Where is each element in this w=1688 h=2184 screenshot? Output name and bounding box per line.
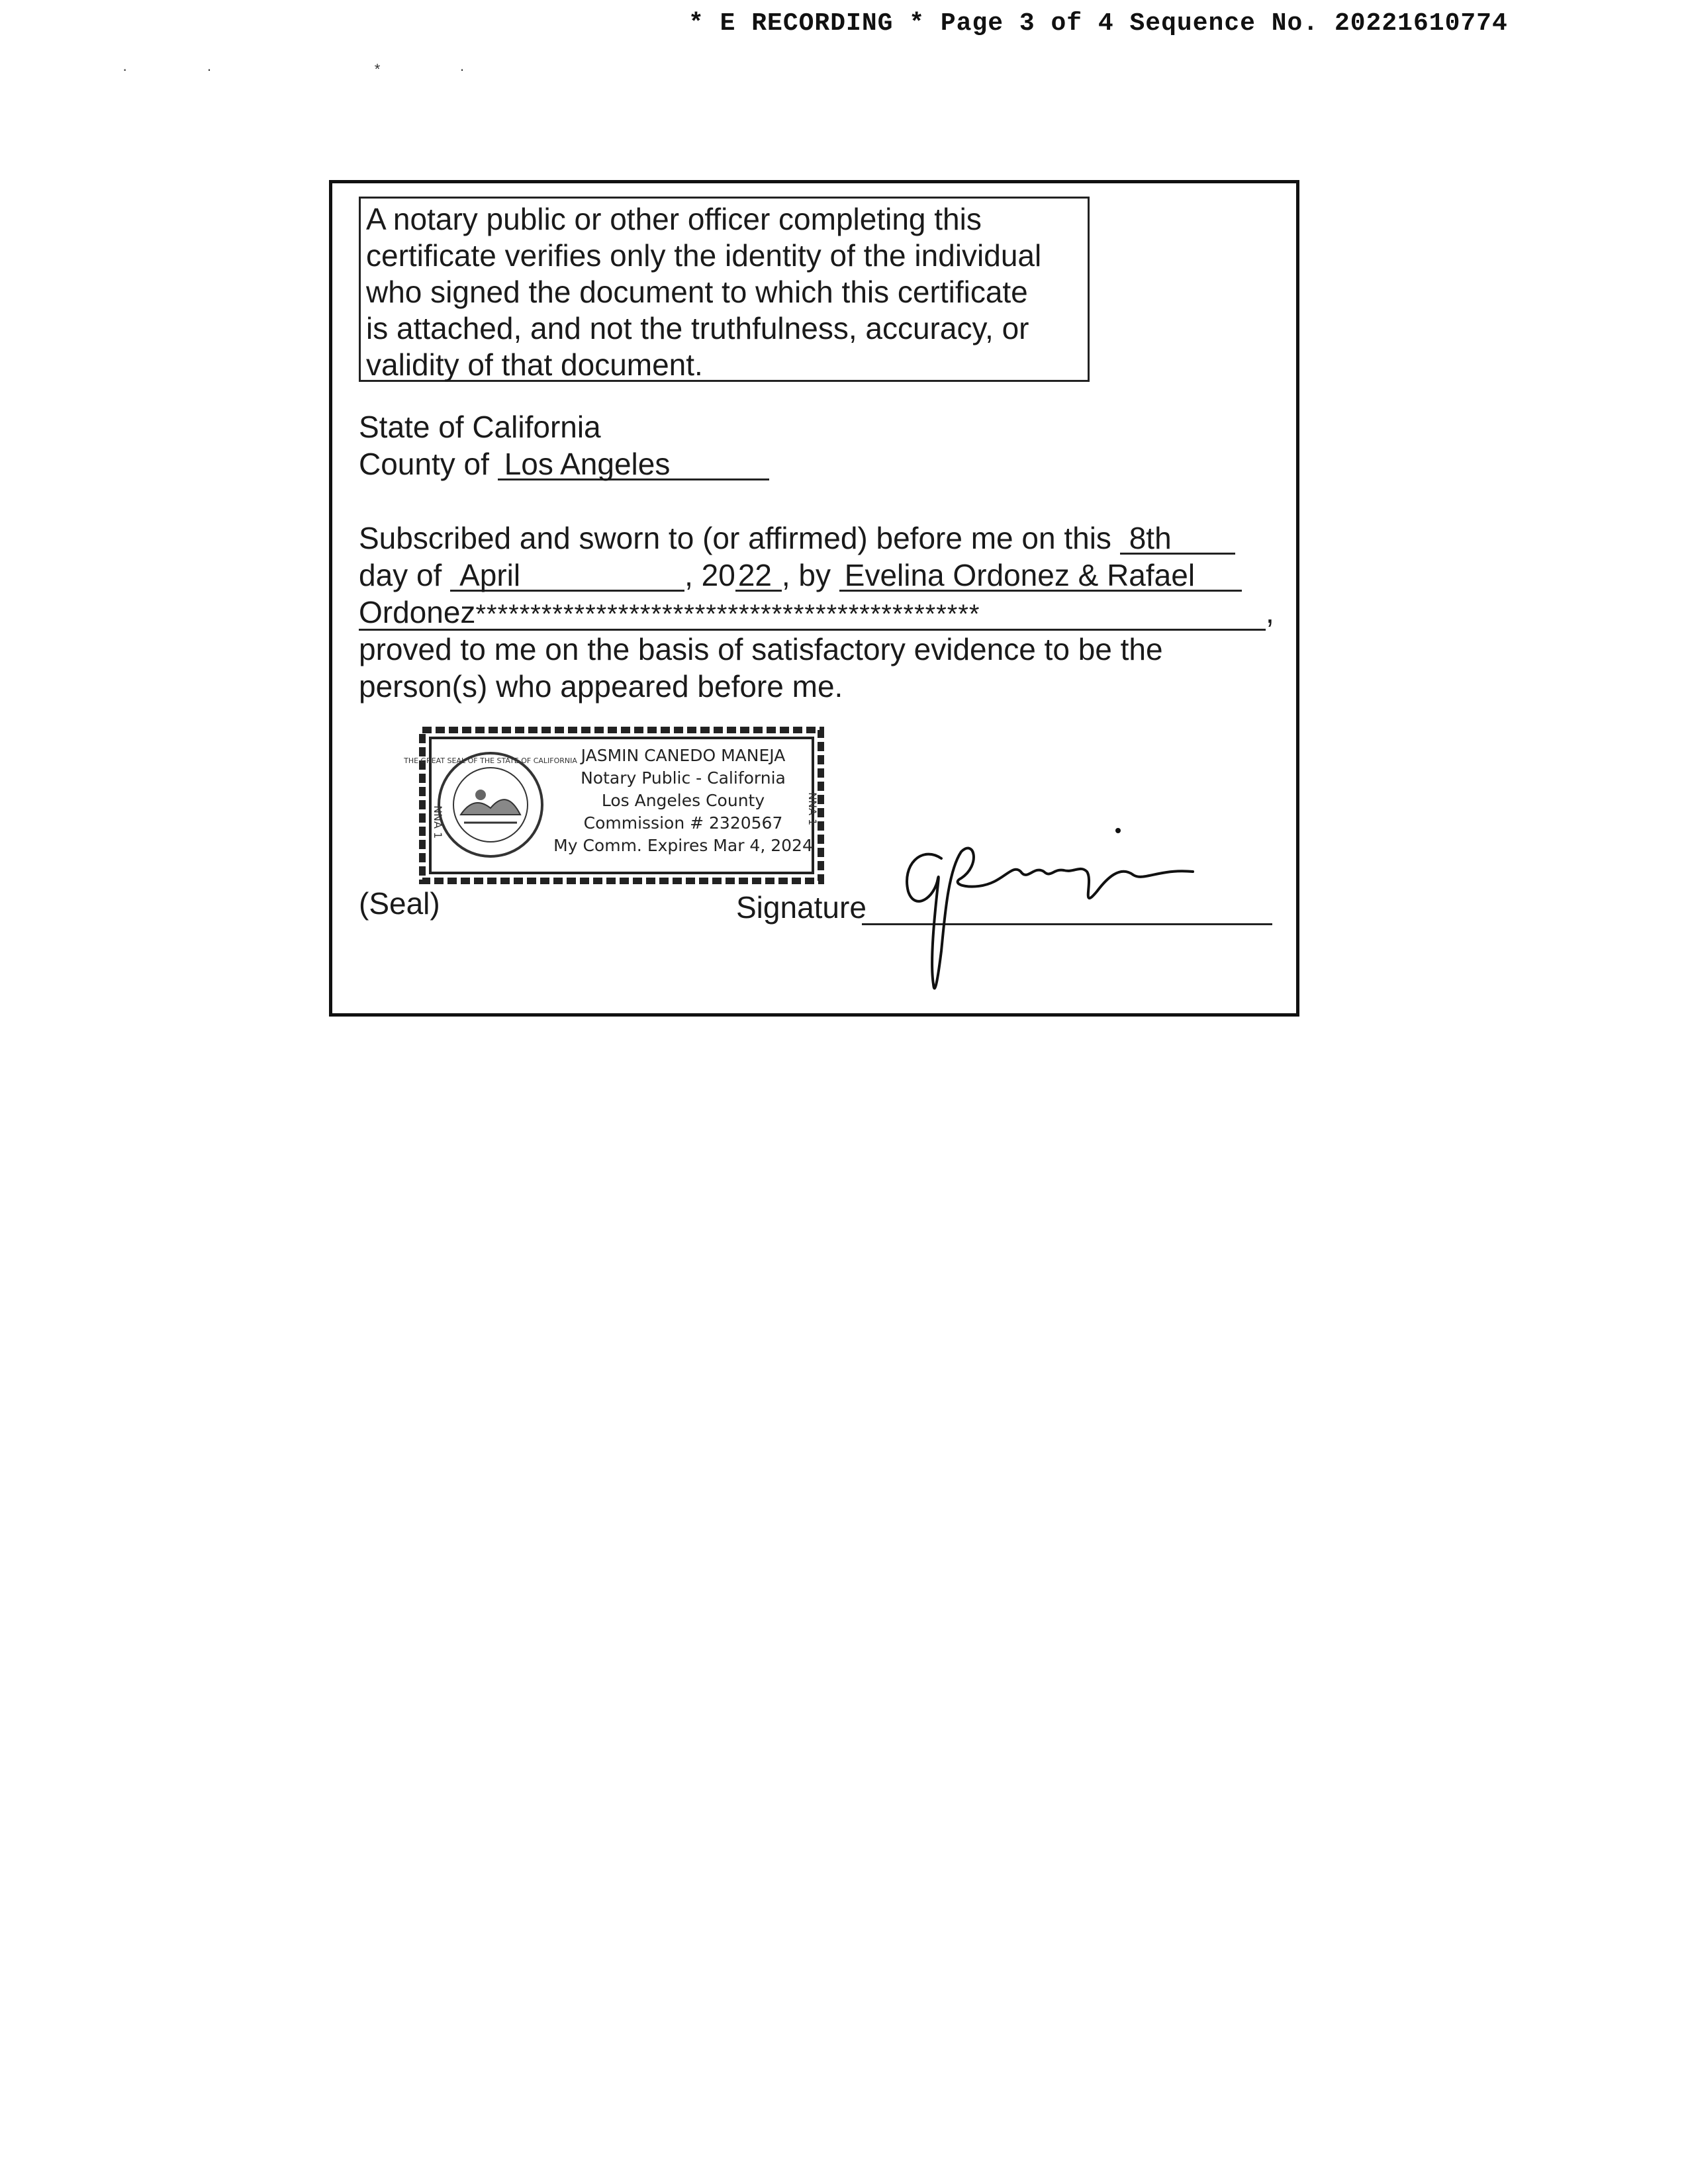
proved-line-2: person(s) who appeared before me.	[359, 669, 843, 704]
jurat-line-2	[359, 557, 1274, 594]
year-field: 22	[735, 561, 782, 592]
county-field: Los Angeles	[498, 449, 769, 480]
handwritten-signature-icon	[882, 819, 1226, 1017]
jurat-line-3	[359, 594, 1274, 631]
disclaimer-line: validity of that document.	[366, 347, 703, 382]
state-label: State of California	[359, 410, 601, 444]
seal-text	[544, 745, 822, 857]
county-row	[359, 445, 769, 482]
names-comma: ,	[1266, 595, 1274, 629]
seal-commission: Commission # 2320567	[583, 813, 783, 833]
jurat-block	[359, 520, 1274, 705]
recording-header: * E RECORDING * Page 3 of 4 Sequence No. 20221610774	[688, 9, 1508, 38]
month-field: April	[450, 561, 684, 592]
svg-text:NNA 1: NNA 1	[806, 792, 819, 826]
year-prefix: , 20	[684, 558, 735, 592]
notary-seal	[404, 726, 825, 885]
names-line2: Ordonez	[359, 595, 476, 629]
jurat-line-1	[359, 520, 1274, 557]
day-field: 8th	[1120, 523, 1235, 555]
disclaimer-box	[359, 197, 1090, 382]
sworn-prefix: Subscribed and sworn to (or affirmed) before me on this	[359, 521, 1111, 555]
seal-title: Notary Public - California	[581, 768, 786, 788]
seal-county: Los Angeles County	[601, 791, 765, 810]
notary-certificate	[329, 180, 1299, 1017]
signature-label: Signature	[736, 890, 867, 925]
seal-label: (Seal)	[359, 886, 440, 921]
names-field-line2	[359, 595, 1266, 631]
by-label: , by	[781, 558, 831, 592]
names-filler-stars: **********************************************	[475, 600, 980, 629]
scan-specks: ·· *·	[122, 61, 544, 77]
svg-text:NNA 1: NNA 1	[432, 805, 444, 839]
names-field-line1: Evelina Ordonez & Rafael	[839, 561, 1242, 592]
california-great-seal-icon	[404, 749, 577, 861]
seal-expires: My Comm. Expires Mar 4, 2024	[553, 836, 813, 855]
county-label: County of	[359, 447, 489, 481]
seal-emblem-text: THE GREAT SEAL OF THE STATE OF CALIFORNIA	[404, 756, 577, 765]
venue-block	[359, 408, 769, 482]
disclaimer-line: A notary public or other officer completing this	[366, 202, 982, 236]
proved-line-1: proved to me on the basis of satisfactory evidence to be the	[359, 632, 1163, 666]
disclaimer-line: who signed the document to which this certificate	[366, 275, 1028, 309]
disclaimer-line: is attached, and not the truthfulness, accuracy, or	[366, 311, 1029, 345]
day-label: day of	[359, 558, 442, 592]
seal-notary-name: JASMIN CANEDO MANEJA	[581, 746, 786, 765]
disclaimer-line: certificate verifies only the identity of the individual	[366, 238, 1042, 273]
